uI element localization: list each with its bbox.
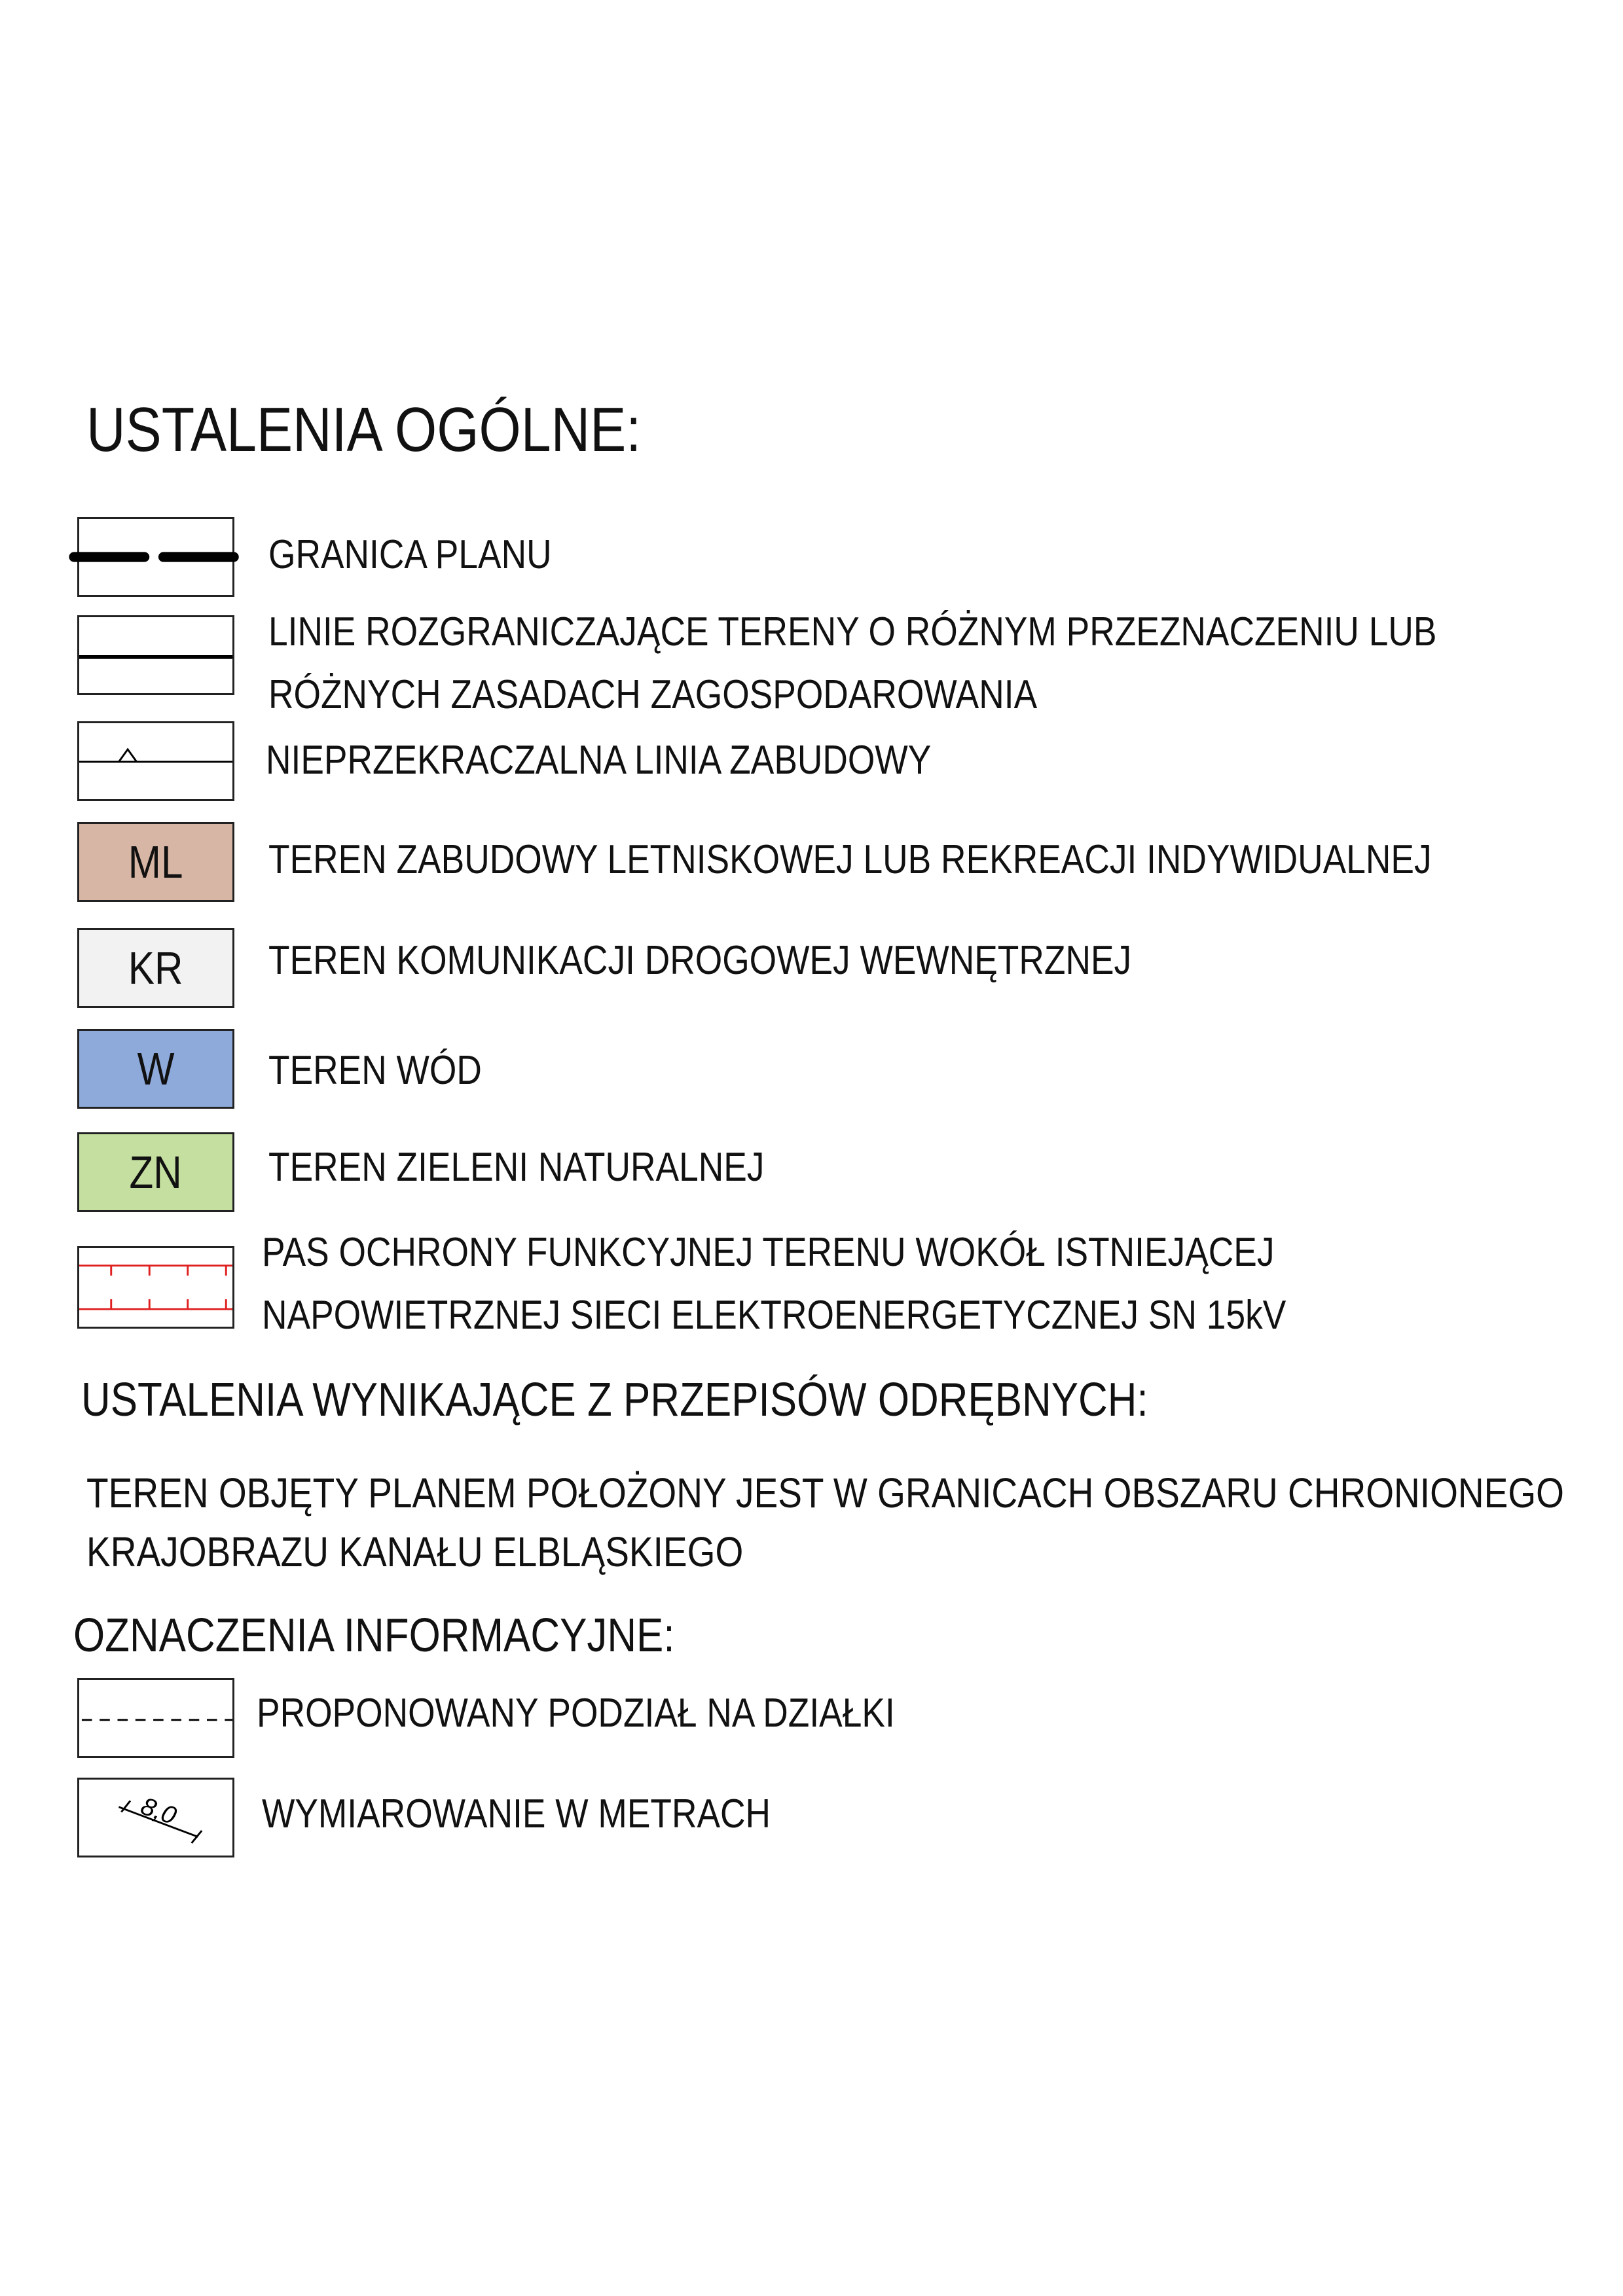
plan-boundary-symbol [77, 517, 234, 597]
legend-label-kr: TEREN KOMUNIKACJI DROGOWEJ WEWNĘTRZNEJ [268, 938, 1132, 983]
legend-label-zn: TEREN ZIELENI NATURALNEJ [268, 1145, 765, 1190]
swatch-w-code: W [137, 1043, 175, 1094]
dimension-icon [79, 1780, 232, 1856]
legend-label-dimension: WYMIAROWANIE W METRACH [262, 1791, 771, 1837]
swatch-zn-code: ZN [129, 1147, 183, 1198]
plot-division-dashed-line-icon [79, 1680, 232, 1756]
swatch-kr [77, 928, 234, 1008]
plan-boundary-dashed-line-icon [79, 519, 232, 595]
dimension-value-text: 8,0 [137, 1792, 181, 1831]
swatch-ml [77, 822, 234, 902]
legend-label-ml: TEREN ZABUDOWY LETNISKOWEJ LUB REKREACJI INDYWIDUALNEJ [268, 837, 1432, 882]
legend-label-power-line-protection: PAS OCHRONY FUNKCYJNEJ TERENU WOKÓŁ ISTNIEJĄCEJ NAPOWIETRZNEJ SIECI ELEKTROENERGETYCZNEJ SN 15kV [262, 1230, 1286, 1338]
building-line-icon [79, 723, 232, 799]
swatch-ml-code: ML [128, 836, 183, 888]
legend-label-plan-boundary: GRANICA PLANU [268, 532, 552, 577]
general-section-title: USTALENIA OGÓLNE: [86, 395, 642, 465]
legend-label-building-line: NIEPRZEKRACZALNA LINIA ZABUDOWY [266, 738, 932, 783]
demarcation-line-symbol [77, 615, 234, 695]
swatch-kr-code: KR [128, 942, 183, 994]
legend-label-plot-division: PROPONOWANY PODZIAŁ NA DZIAŁKI [257, 1691, 895, 1736]
swatch-w [77, 1029, 234, 1109]
swatch-zn [77, 1132, 234, 1212]
dimension-symbol [77, 1778, 234, 1857]
demarcation-line-icon [79, 617, 232, 693]
power-line-protection-symbol [77, 1246, 234, 1329]
legend-label-demarcation-lines: LINIE ROZGRANICZAJĄCE TERENY O RÓŻNYM PRZEZNACZENIU LUB RÓŻNYCH ZASADACH ZAGOSPODAROWANIA [268, 609, 1437, 717]
building-line-symbol [77, 721, 234, 801]
legend-label-w: TEREN WÓD [268, 1048, 482, 1093]
regulations-section-title: USTALENIA WYNIKAJĄCE Z PRZEPISÓW ODRĘBNYCH: [81, 1374, 1148, 1426]
informational-section-title: OZNACZENIA INFORMACYJNE: [73, 1609, 675, 1662]
regulations-text: TEREN OBJĘTY PLANEM POŁOŻONY JEST W GRANICACH OBSZARU CHRONIONEGO KRAJOBRAZU KANAŁU ELBLĄSKIEGO [86, 1469, 1564, 1575]
power-line-protection-zone-icon [79, 1248, 232, 1327]
plot-division-symbol [77, 1678, 234, 1758]
